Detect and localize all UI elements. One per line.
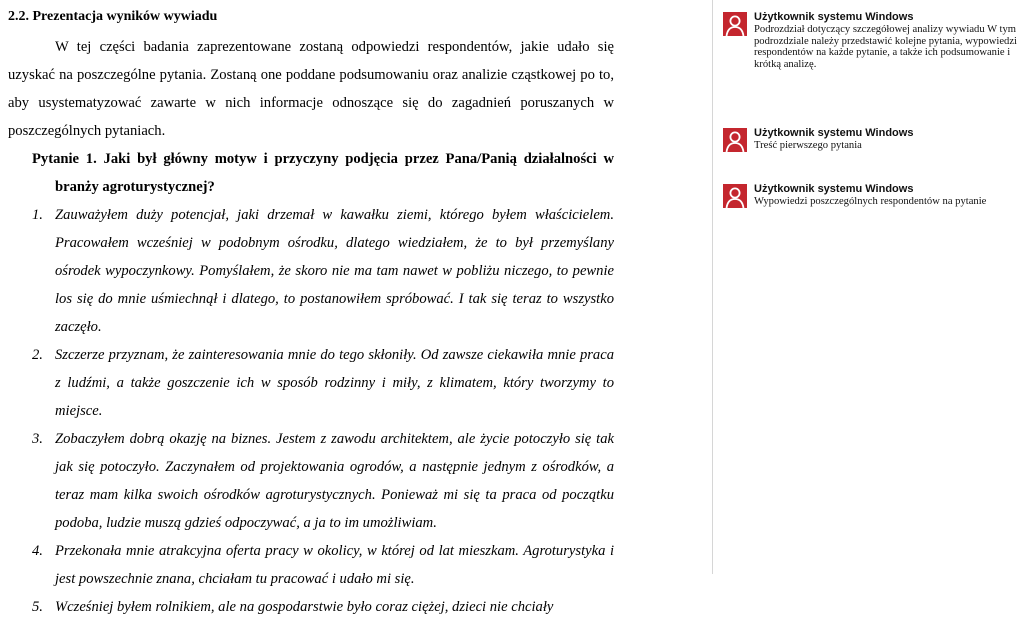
section-heading: 2.2. Prezentacja wyników wywiadu — [8, 9, 218, 24]
answer-text: Zobaczyłem dobrą okazję na biznes. Jestem z zawodu architektem, ale życie potoczyło się tak jak się potoczyło. Zaczynałem od projektowania ogrodów, a następnie jednym z ośrodków, a teraz mam kilka swoich ośrodków agroturystycznych. Ponieważ mi się ta praca od początku podoba, ludzie muszą gdzieś odpoczywać, a ja to im umożliwiam. — [55, 431, 614, 531]
user-avatar-icon — [723, 12, 747, 36]
answers-list — [8, 201, 614, 621]
comment-author: Użytkownik systemu Windows — [754, 183, 914, 195]
answer-number: 3. — [32, 431, 43, 447]
answer-item — [8, 537, 614, 593]
answer-text: Przekonała mnie atrakcyjna oferta pracy w okolicy, w której od lat mieszkam. Agroturystyka i jest powszechnie znana, chciałam tu pracować i udało mi się. — [55, 543, 614, 587]
answer-item — [8, 341, 614, 425]
answer-number: 1. — [32, 207, 43, 223]
intro-paragraph: W tej części badania zaprezentowane zostaną odpowiedzi respondentów, jakie udało się uzyskać na poszczególne pytania. Zostaną one poddane podsumowaniu oraz analizie cząstkowej po to, aby usystematyzować zawarte w nich informacje odnoszące się do zagadnień poruszanych w poszczególnych pytaniach. — [8, 39, 614, 139]
user-avatar-icon — [723, 184, 747, 208]
comment-author: Użytkownik systemu Windows — [754, 11, 914, 23]
comment-author: Użytkownik systemu Windows — [754, 127, 914, 139]
answer-number: 5. — [32, 599, 43, 615]
answer-number: 2. — [32, 347, 43, 363]
answer-text: Szczerze przyznam, że zainteresowania mnie do tego skłoniły. Od zawsze ciekawiła mnie praca z ludźmi, a także goszczenie ich w sposób rodzinny i miły, z klimatem, który tworzymy to miejsce. — [55, 347, 614, 419]
answer-item — [8, 201, 614, 341]
answer-item — [8, 425, 614, 537]
answer-item — [8, 593, 614, 621]
user-avatar-icon — [723, 128, 747, 152]
answer-text: Zauważyłem duży potencjał, jaki drzemał w kawałku ziemi, którego byłem właścicielem. Pracowałem wcześniej w podobnym ośrodku, dlatego wiedziałem, że to był przemyślany ośrodek wypoczynkowy. Pomyślałem, że skoro nie ma tam nawet w pobliżu niczego, to pewnie los się do mnie uśmiechnął i dlatego, to postanowiłem spróbować. I tak się teraz to wszystko zaczęło. — [55, 207, 614, 335]
comment-text: Treść pierwszego pytania — [754, 140, 862, 151]
document-body[interactable] — [8, 7, 614, 621]
answer-number: 4. — [32, 543, 43, 559]
comment-text: Podrozdział dotyczący szczegółowej analizy wywiadu W tym podrozdziale należy przedstawić kolejne pytania, wypowiedzi respondentów na każde pytanie, a także ich podsumowanie i krótką analizę. — [754, 24, 1017, 70]
comments-pane — [713, 0, 1024, 574]
question-1: Pytanie 1. Jaki był główny motyw i przyczyny podjęcia przez Pana/Panią działalności w branży agroturystycznej? — [32, 151, 614, 195]
comment-text: Wypowiedzi poszczególnych respondentów na pytanie — [754, 196, 987, 207]
answer-text: Wcześniej byłem rolnikiem, ale na gospodarstwie było coraz ciężej, dzieci nie chciały — [55, 599, 554, 615]
